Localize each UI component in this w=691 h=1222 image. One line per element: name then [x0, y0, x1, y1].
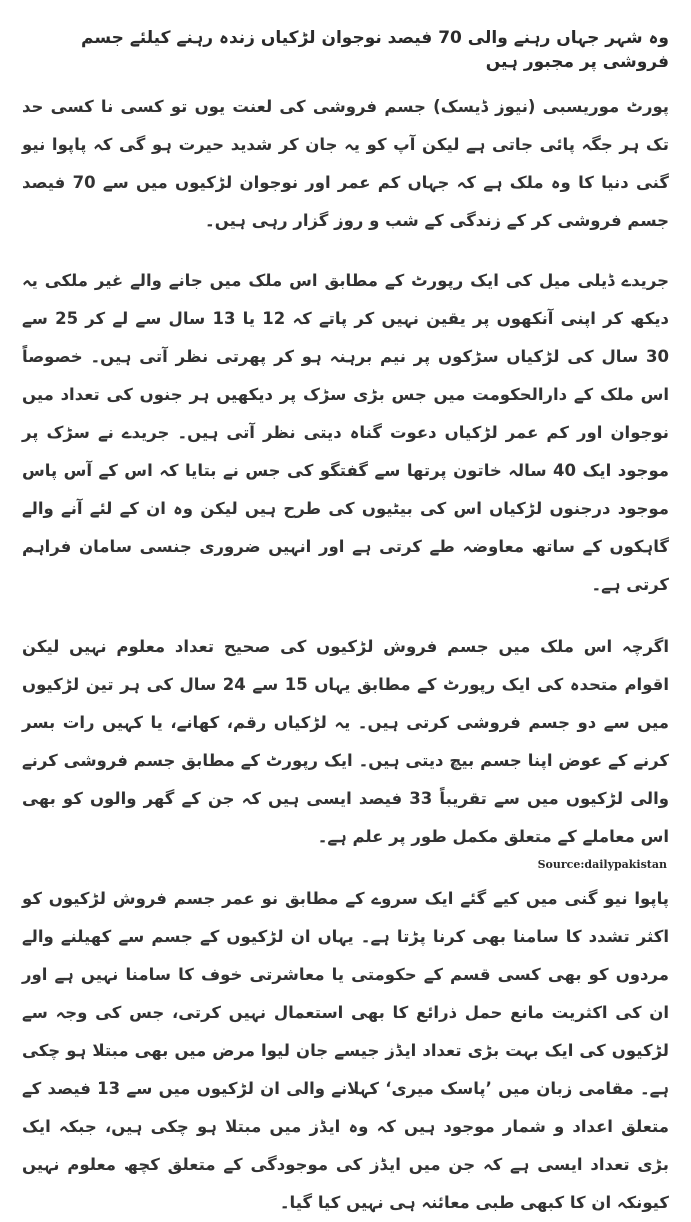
- article-paragraph-1: پورٹ موریسبی (نیوز ڈیسک) جسم فروشی کی لعنت یوں تو کسی نا کسی حد تک ہر جگہ پائی جاتی ہے لیکن آپ کو یہ جان کر شدید حیرت ہو گی کہ پاپوا نیو گنی دنیا کا وہ ملک ہے کہ جہاں کم عمر اور نوجوان لڑکیوں میں سے 70 فیصد جسم فروشی کر کے زندگی کے شب و روز گزار رہی ہیں۔: [22, 97, 669, 230]
- article-paragraph-4: پاپوا نیو گنی میں کیے گئے ایک سروے کے مطابق نو عمر جسم فروش لڑکیوں کو اکثر تشدد کا سامنا بھی کرنا پڑتا ہے۔ یہاں ان لڑکیوں کے جسم سے کھیلنے والے مردوں کو بھی کسی قسم کے حکومتی یا معاشرتی خوف کا سامنا نہیں ہے اور ان کی اکثریت مانع حمل ذرائع کا بھی استعمال نہیں کرتی، جس کی وجہ سے لڑکیوں کی ایک بہت بڑی تعداد ایڈز جیسے جان لیوا مرض میں بھی مبتلا ہو چکی ہے۔ مقامی زبان میں ’پاسک میری‘ کہلانے والی ان لڑکیوں میں سے 13 فیصد کے متعلق اعداد و شمار موجود ہیں کہ وہ ایڈز میں مبتلا ہو چکی ہیں، جبکہ ایک بڑی تعداد ایسی ہے کہ جن میں ایڈز کی موجودگی کے متعلق کچھ معلوم نہیں کیونکہ ان کا کبھی طبی معائنہ ہی نہیں کیا گیا۔: [22, 889, 669, 1212]
- article-paragraph-2: جریدے ڈیلی میل کی ایک رپورٹ کے مطابق اس ملک میں جانے والے غیر ملکی یہ دیکھ کر اپنی آنکھوں پر یقین نہیں کر پاتے کہ 12 یا 13 سال سے لے کر 25 سے 30 سال کی لڑکیاں سڑکوں پر نیم برہنہ ہو کر پھرتی نظر آتی ہیں۔ خصوصاً اس ملک کے دارالحکومت میں جس بڑی سڑک پر دیکھیں ہر جنوں کی تعداد میں نوجوان اور کم عمر لڑکیاں دعوت گناہ دیتی نظر آتی ہیں۔ جریدے نے سڑک پر موجود ایک 40 سالہ خاتون پرتھا سے گفتگو کی جس نے بتایا کہ اس کے آس پاس موجود درجنوں لڑکیاں اس کی بیٹیوں کی طرح ہیں لیکن وہ ان کے لئے آنے والے گاہکوں کے ساتھ معاوضہ طے کرتی ہے اور انہیں ضروری جنسی سامان فراہم کرتی ہے۔: [22, 271, 670, 594]
- article-headline: وہ شہر جہاں رہنے والی 70 فیصد نوجوان لڑکیاں زندہ رہنے کیلئے جسم فروشی پر مجبور ہیں: [81, 28, 669, 72]
- article-paragraph-3: اگرچہ اس ملک میں جسم فروش لڑکیوں کی صحیح تعداد معلوم نہیں لیکن اقوام متحدہ کی ایک رپورٹ کے مطابق یہاں 15 سے 24 سال کی ہر تین لڑکیوں میں سے دو جسم فروشی کرتی ہیں۔ یہ لڑکیاں رقم، کھانے، یا کہیں رات بسر کرنے کے عوض اپنا جسم بیچ دیتی ہیں۔ ایک رپورٹ کے مطابق جسم فروشی کرنے والی لڑکیوں میں سے تقریباً 33 فیصد ایسی ہیں کہ جن کے گھر والوں کو بھی اس معاملے کے متعلق مکمل طور پر علم ہے۔: [22, 637, 669, 846]
- source-credit: Source:dailypakistan: [537, 858, 667, 871]
